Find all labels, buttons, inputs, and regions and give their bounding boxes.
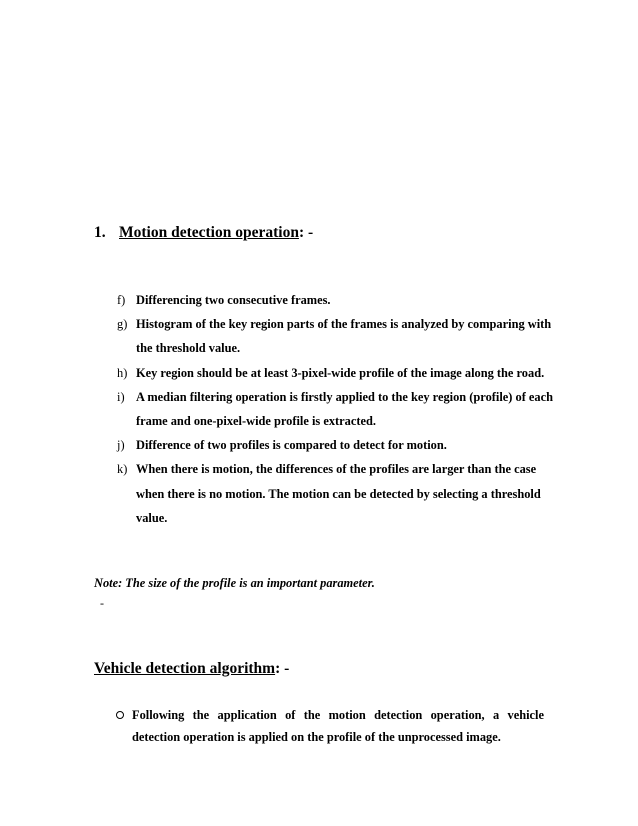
list-marker: i) (117, 389, 125, 404)
list-item-text: Histogram of the key region parts of the frames is analyzed by comparing with the threshold value. (136, 317, 552, 356)
list-marker: h) (117, 365, 128, 380)
list-marker: g) (117, 317, 128, 332)
list-item (117, 361, 557, 385)
bullet-paragraph: Following the application of the motion detection operation, a vehicle detection operation is applied on the profile of the unprocessed image. (132, 708, 544, 744)
list-item-text: Key region should be at least 3-pixel-wide profile of the image along the road. (136, 365, 545, 380)
list-item-text: A median filtering operation is firstly applied to the key region (profile) of each frame and one-pixel-wide profile is extracted. (136, 389, 554, 429)
list-item (117, 385, 557, 433)
section-title: Motion detection operation (119, 224, 299, 241)
list-item-text: Difference of two profiles is compared to detect for motion. (136, 438, 447, 453)
motion-steps-list (117, 288, 557, 530)
list-item-text: When there is motion, the differences of the profiles are larger than the case when there is no motion. The motion can be detected by selecting a threshold value. (136, 462, 541, 525)
list-marker: j) (117, 438, 125, 453)
list-item (117, 288, 557, 312)
list-item-text: Differencing two consecutive frames. (136, 293, 331, 307)
note-text: Note: The size of the profile is an important parameter. (94, 576, 375, 590)
list-item (117, 433, 557, 457)
section-number: 1. (94, 224, 106, 241)
section-title-suffix: : - (298, 224, 314, 241)
list-marker: f) (117, 293, 126, 307)
section-heading-vehicle-detection (94, 660, 289, 678)
list-item (117, 457, 557, 530)
section-title: Vehicle detection algorithm (94, 660, 276, 677)
list-item (117, 312, 557, 360)
dash-text: - (100, 596, 104, 610)
hollow-bullet-icon (116, 711, 124, 719)
section-heading-motion-detection (94, 224, 313, 242)
section-title-suffix: : - (275, 660, 290, 677)
list-marker: k) (117, 462, 128, 477)
